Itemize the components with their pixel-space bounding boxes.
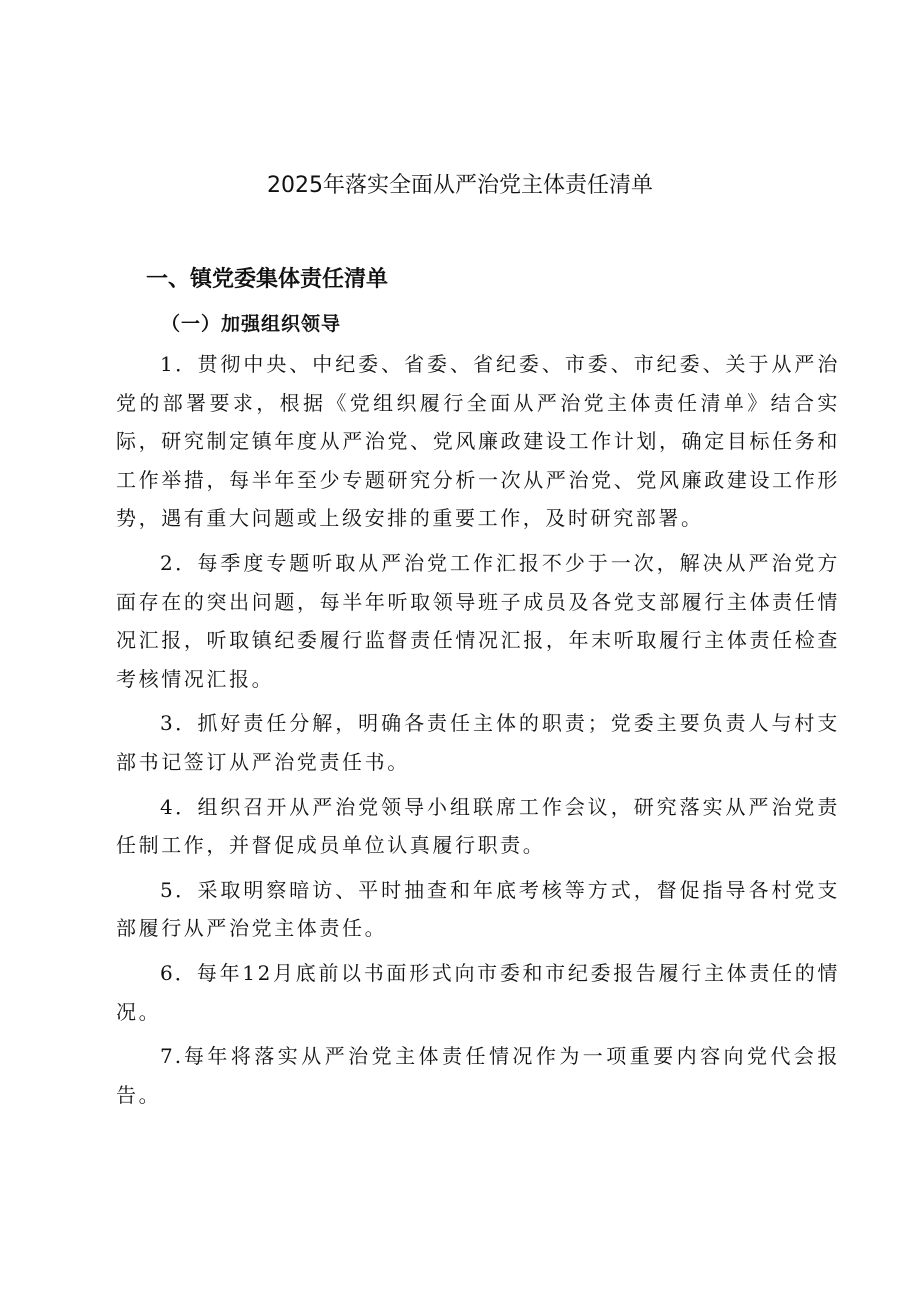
item-number: 1． <box>160 352 198 376</box>
list-item <box>116 704 840 781</box>
list-item <box>116 871 840 948</box>
item-list <box>116 345 840 1120</box>
list-item <box>116 788 840 865</box>
document-title: 2025年落实全面从严治党主体责任清单 <box>267 173 653 198</box>
list-item <box>116 345 840 538</box>
section-heading: 一、镇党委集体责任清单 <box>146 267 389 292</box>
item-text: 每季度专题听取从严治党工作汇报不少于一次，解决从严治党方面存在的突出问题，每半年听取领导班子成员及各党支部履行主体责任情况汇报，听取镇纪委履行监督责任情况汇报，年末听取履行主体责任检查考核情况汇报。 <box>116 550 840 691</box>
item-text: 每年12月底前以书面形式向市委和市纪委报告履行主体责任的情况。 <box>116 960 840 1024</box>
item-number: 3． <box>160 711 198 736</box>
item-text: 抓好责任分解，明确各责任主体的职责；党委主要负责人与村支部书记签订从严治党责任书。 <box>116 711 840 774</box>
list-item <box>116 954 840 1031</box>
item-number: 6． <box>160 960 197 985</box>
list-item <box>116 544 840 698</box>
item-number: 2． <box>160 550 198 575</box>
list-item <box>116 1037 840 1114</box>
item-text: 每年将落实从严治党主体责任情况作为一项重要内容向党代会报告。 <box>116 1044 840 1107</box>
item-number: 7. <box>160 1044 184 1069</box>
item-text: 组织召开从严治党领导小组联席工作会议，研究落实从严治党责任制工作，并督促成员单位认真履行职责。 <box>116 794 840 858</box>
item-number: 4． <box>160 794 198 819</box>
item-number: 5． <box>160 877 198 902</box>
subsection-heading: （一）加强组织领导 <box>161 313 342 335</box>
item-text: 贯彻中央、中纪委、省委、省纪委、市委、市纪委、关于从严治党的部署要求，根据《党组织履行全面从严治党主体责任清单》结合实际，研究制定镇年度从严治党、党风廉政建设工作计划，确定目标任务和工作举措，每半年至少专题研究分析一次从严治党、党风廉政建设工作形势，遇有重大问题或上级安排的重要工作，及时研究部署。 <box>116 352 840 531</box>
item-text: 采取明察暗访、平时抽查和年底考核等方式，督促指导各村党支部履行从严治党主体责任。 <box>116 877 840 941</box>
